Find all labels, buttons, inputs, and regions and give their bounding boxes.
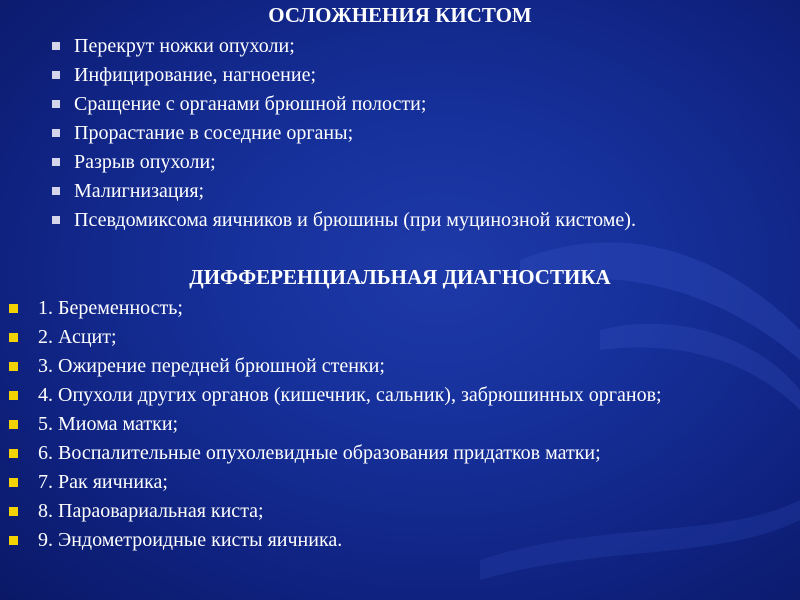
square-bullet-icon (9, 391, 18, 400)
list-item: Прорастание в соседние органы; (52, 119, 636, 148)
complications-list (52, 32, 636, 235)
square-bullet-icon (9, 420, 18, 429)
list-item: Малигнизация; (52, 177, 636, 206)
list-item: 8. Параовариальная киста; (8, 497, 788, 526)
list-item: 2. Асцит; (8, 323, 788, 352)
square-bullet-icon (9, 449, 18, 458)
list-item: 1. Беременность; (8, 294, 788, 323)
square-bullet-icon (52, 100, 60, 108)
differential-title: ДИФФЕРЕНЦИАЛЬНАЯ ДИАГНОСТИКА (189, 265, 611, 289)
list-item: 3. Ожирение передней брюшной стенки; (8, 352, 788, 381)
square-bullet-icon (52, 216, 60, 224)
differential-list (8, 294, 788, 555)
square-bullet-icon (52, 42, 60, 50)
list-item: 5. Миома матки; (8, 410, 788, 439)
list-item: 6. Воспалительные опухолевидные образования придатков матки; (8, 439, 788, 468)
square-bullet-icon (9, 362, 18, 371)
complications-title: ОСЛОЖНЕНИЯ КИСТОМ (268, 3, 532, 27)
square-bullet-icon (52, 71, 60, 79)
list-item: 9. Эндометроидные кисты яичника. (8, 526, 788, 555)
square-bullet-icon (9, 507, 18, 516)
list-item: Инфицирование, нагноение; (52, 61, 636, 90)
list-item: 7. Рак яичника; (8, 468, 788, 497)
square-bullet-icon (9, 478, 18, 487)
list-item: Псевдомиксома яичников и брюшины (при муцинозной кистоме). (52, 206, 636, 235)
list-item: Сращение с органами брюшной полости; (52, 90, 636, 119)
square-bullet-icon (52, 187, 60, 195)
square-bullet-icon (9, 333, 18, 342)
list-item: Перекрут ножки опухоли; (52, 32, 636, 61)
square-bullet-icon (9, 536, 18, 545)
list-item: 4. Опухоли других органов (кишечник, сальник), забрюшинных органов; (8, 381, 788, 410)
square-bullet-icon (52, 129, 60, 137)
square-bullet-icon (9, 304, 18, 313)
square-bullet-icon (52, 158, 60, 166)
list-item: Разрыв опухоли; (52, 148, 636, 177)
